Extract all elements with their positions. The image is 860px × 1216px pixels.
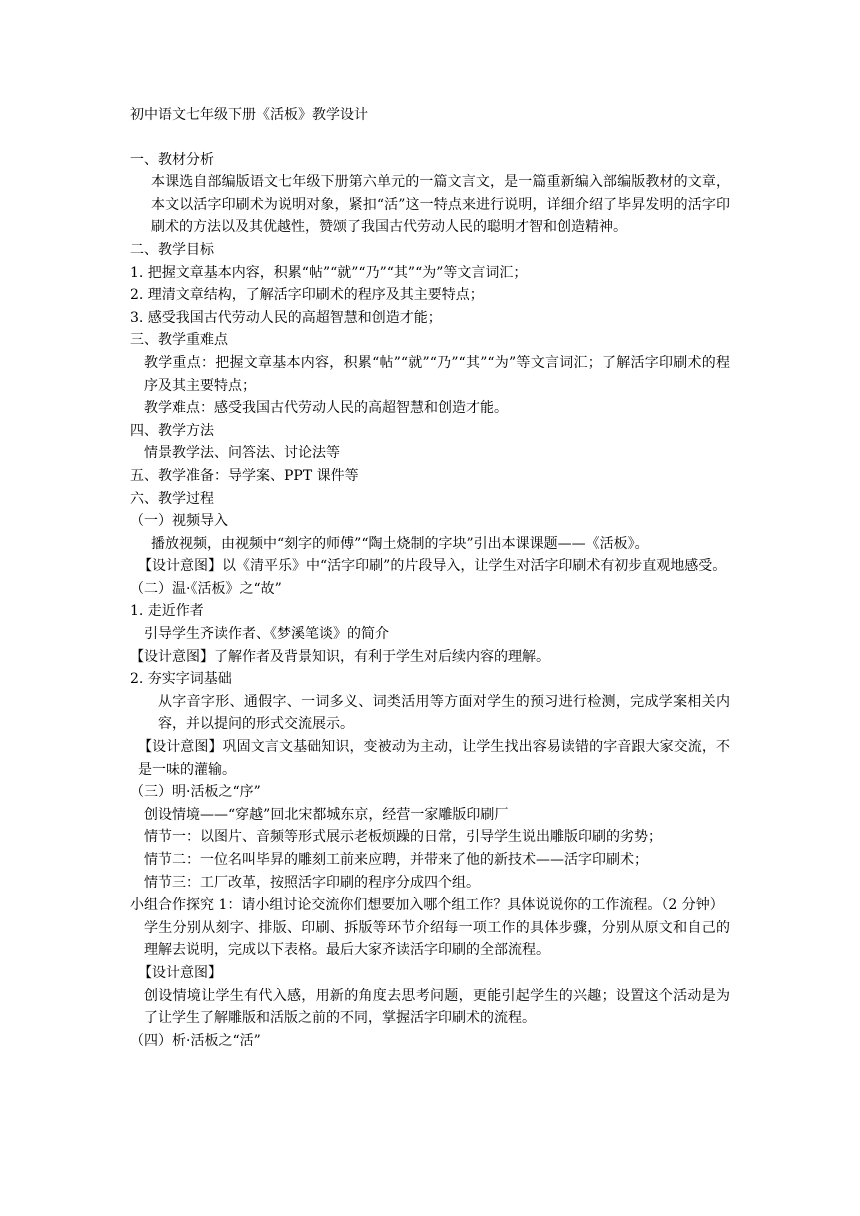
process-step-3-group-task: 小组合作探究 1：请小组讨论交流你们想要加入哪个组工作？具体说说你的工作流程。（2 分钟）: [130, 897, 724, 914]
process-step-3-heading: （三）明·活板之“序”: [130, 784, 261, 801]
teaching-goal-3: 3. 感受我国古代劳动人民的高超智慧和创造才能；: [130, 309, 442, 326]
process-step-2-item-2: 2. 夯实字词基础: [130, 671, 232, 688]
section-heading-key-difficult-points: 三、教学重难点: [130, 332, 228, 349]
key-point-paragraph: 教学重点：把握文章基本内容，积累“帖”“就”“乃”“其”“为”等文言词汇；了解活字印刷术的程序及其主要特点；: [144, 354, 730, 394]
process-step-3-scene: 创设情境——“穿越”回北宋都城东京，经营一家雕版印刷厂: [144, 806, 509, 823]
process-step-2-item-2-intent: 【设计意图】巩固文言文基础知识，变被动为主动，让学生找出容易读错的字音跟大家交流，不是一味的灌输。: [138, 739, 730, 778]
process-step-3-plot-3: 情节三：工厂改革，按照活字印刷的程序分成四个组。: [144, 874, 480, 891]
process-step-3-plot-2: 情节二：一位名叫毕昇的雕刻工前来应聘，并带来了他的新技术——活字印刷术；: [144, 852, 648, 868]
difficulty-paragraph: 教学难点：感受我国古代劳动人民的高超智慧和创造才能。: [144, 400, 508, 417]
process-step-3-intent-label: 【设计意图】: [138, 964, 222, 981]
teaching-methods-text: 情景教学法、问答法、讨论法等: [144, 445, 340, 462]
process-step-2-item-1-text: 引导学生齐读作者、《梦溪笔谈》的简介: [144, 626, 389, 643]
document-page: [130, 104, 730, 1052]
section-heading-teaching-process: 六、教学过程: [130, 490, 214, 507]
process-step-4-heading: （四）析·活板之“活”: [130, 1032, 261, 1049]
process-step-3-plot-1: 情节一：以图片、音频等形式展示老板烦躁的日常，引导学生说出雕版印刷的劣势；: [144, 829, 662, 846]
process-step-2-item-2-text: 从字音字形、通假字、一词多义、词类活用等方面对学生的预习进行检测，完成学案相关内容，并以提问的形式交流展示。: [158, 693, 730, 733]
process-step-3-group-text: 学生分别从刻字、排版、印刷、拆版等环节介绍每一项工作的具体步骤，分别从原文和自己的理解去说明，完成以下表格。最后大家齐读活字印刷的全部流程。: [144, 919, 730, 959]
process-step-3-intent-text: 创设情境让学生有代入感，用新的角度去思考问题，更能引起学生的兴趣；设置这个活动是为了让学生了解雕版和活版之前的不同，掌握活字印刷术的流程。: [144, 987, 730, 1027]
section-heading-teaching-preparation: 五、教学准备：导学案、PPT 课件等: [130, 467, 359, 484]
process-step-2-heading: （二）温·《活板》之“故”: [130, 580, 282, 597]
section-heading-textbook-analysis: 一、教材分析: [130, 151, 214, 168]
teaching-goal-1: 1. 把握文章基本内容，积累“帖”“就”“乃”“其”“为”等文言词汇；: [130, 264, 528, 281]
section-heading-teaching-goals: 二、教学目标: [130, 241, 214, 258]
document-title: 初中语文七年级下册《活板》教学设计: [130, 107, 368, 123]
process-step-1-text: 播放视频，由视频中“刻字的师傅”“陶土烧制的字块”引出本课课题——《活板》。: [151, 535, 649, 552]
process-step-2-item-1-intent: 【设计意图】了解作者及背景知识，有利于学生对后续内容的理解。: [130, 648, 550, 665]
textbook-analysis-paragraph: 本课选自部编版语文七年级下册第六单元的一篇文言文，是一篇重新编入部编版教材的文章，本文以活字印刷术为说明对象，紧扣“活”这一特点来进行说明，详细介绍了毕昇发明的活字印刷术的方法以及其优越性，赞颂了我国古代劳动人民的聪明才智和创造精神。: [151, 174, 730, 236]
process-step-2-item-1: 1. 走近作者: [130, 603, 204, 620]
process-step-1-intent: 【设计意图】以《清平乐》中“活字印刷”的片段导入，让学生对活字印刷术有初步直观地感受。: [138, 558, 727, 575]
teaching-goal-2: 2. 理清文章结构，了解活字印刷术的程序及其主要特点；: [130, 287, 484, 304]
process-step-1-heading: （一）视频导入: [130, 513, 228, 530]
section-heading-teaching-methods: 四、教学方法: [130, 422, 214, 439]
